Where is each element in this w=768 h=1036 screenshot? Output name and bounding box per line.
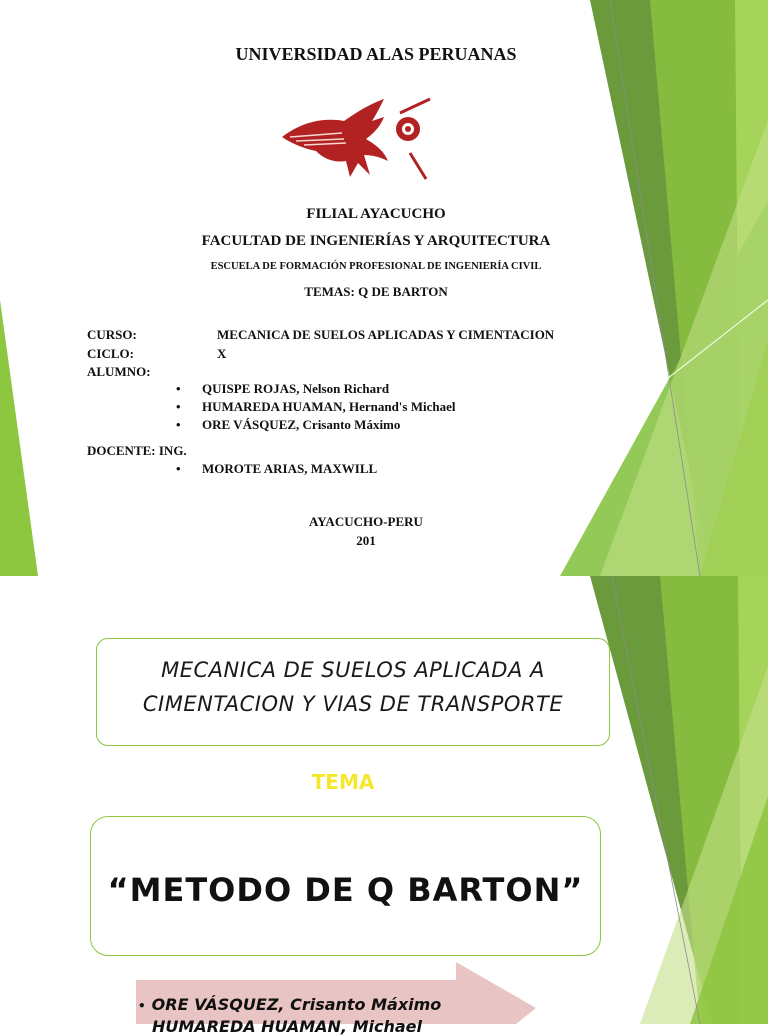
student-name: QUISPE ROJAS, Nelson Richard [202, 381, 390, 396]
place: AYACUCHO-PERU [309, 514, 423, 529]
bullet-icon: • [176, 399, 181, 414]
eagle-logo [280, 93, 432, 183]
cycle-label: CICLO: [87, 346, 134, 361]
topic-heading: TEMAS: Q DE BARTON [304, 284, 448, 299]
slide-2 [0, 576, 768, 1036]
bullet-icon: • [176, 461, 181, 476]
bullet-icon: • [176, 381, 181, 396]
author-name: ORE VÁSQUEZ, Crisanto Máximo [151, 995, 442, 1014]
course-label: CURSO: [87, 327, 137, 342]
students-label: ALUMNO: [87, 364, 151, 379]
author-item [138, 995, 441, 1014]
bullet-icon: • [176, 417, 181, 432]
cycle-row [87, 346, 227, 362]
topic-title: “METODO DE Q BARTON” [107, 871, 584, 909]
course-line-2: CIMENTACION Y VIAS DE TRANSPORTE [142, 692, 564, 716]
teacher-label: DOCENTE: ING. [87, 443, 187, 458]
course-line-1: MECANICA DE SUELOS APLICADA A [161, 658, 545, 682]
course-box [96, 638, 610, 746]
faculty-name: FACULTAD DE INGENIERÍAS Y ARQUITECTURA [201, 233, 551, 249]
author-item-partial: HUMAREDA HUAMAN, Michael [152, 1017, 422, 1036]
topic-box [90, 816, 601, 956]
tema-label: TEMA [311, 770, 375, 794]
student-name: ORE VÁSQUEZ, Crisanto Máximo [202, 417, 401, 432]
arrow-shape [136, 962, 556, 1024]
course-value: MECANICA DE SUELOS APLICADAS Y CIMENTACION [217, 327, 555, 342]
school-name: ESCUELA DE FORMACIÓN PROFESIONAL DE INGENIERÍA CIVIL [210, 261, 542, 272]
branch-name: FILIAL AYACUCHO [306, 206, 446, 222]
cycle-value: X [217, 346, 227, 361]
course-row [87, 327, 555, 343]
teacher-name: MOROTE ARIAS, MAXWILL [202, 461, 378, 476]
bullet-icon: • [138, 999, 146, 1013]
university-name: UNIVERSIDAD ALAS PERUANAS [235, 44, 517, 64]
student-name: HUMAREDA HUAMAN, Hernand's Michael [202, 399, 456, 414]
year: 201 [356, 533, 376, 548]
